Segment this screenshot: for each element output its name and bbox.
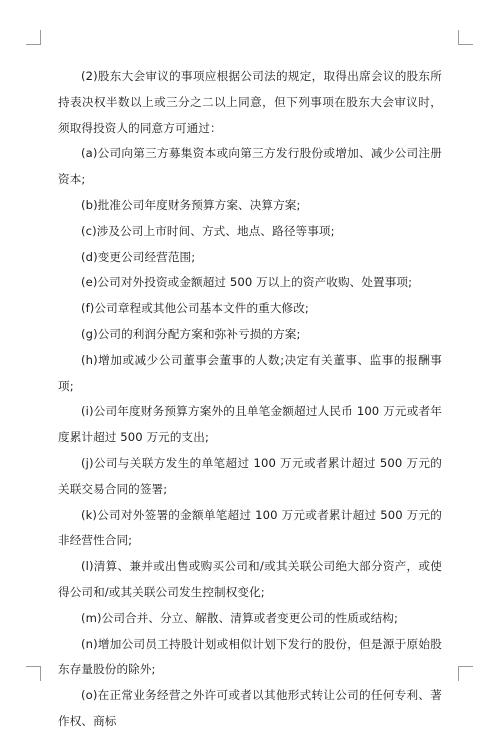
list-item-h: (h)增加或减少公司董事会董事的人数;决定有关董事、监事的报酬事项; [58, 352, 442, 393]
list-item-a: (a)公司向第三方募集资本或向第三方发行股份或增加、减少公司注册资本; [58, 146, 442, 187]
list-item-m: (m)公司合并、分立、解散、清算或者变更公司的性质或结构; [81, 610, 398, 625]
list-item-i: (i)公司年度财务预算方案外的且单笔金额超过人民币 100 万元或者年度累计超过 500 万元的支出; [58, 404, 442, 445]
list-item-l: (l)清算、兼并或出售或购买公司和/或其关联公司绝大部分资产，或使得公司和/或其关联公司发生控制权变化; [58, 559, 442, 599]
crop-mark-bottom-right [458, 666, 473, 681]
list-item-b: (b)批准公司年度财务预算方案、决算方案; [81, 197, 301, 212]
list-item-j: (j)公司与关联方发生的单笔超过 100 万元或者累计超过 500 万元的关联交易合同的签署; [58, 455, 442, 496]
list-item-c: (c)涉及公司上市时间、方式、地点、路径等事项; [81, 223, 335, 238]
list-item-o: (o)在正常业务经营之外许可或者以其他形式转让公司的任何专利、著作权、商标 [58, 688, 442, 728]
list-item-d: (d)变更公司经营范围; [81, 249, 196, 264]
document-body [58, 64, 442, 735]
list-item-e: (e)公司对外投资或金额超过 500 万以上的资产收购、处置事项; [81, 275, 413, 290]
paragraph-intro: (2)股东大会审议的事项应根据公司法的规定，取得出席会议的股东所持表决权半数以上或三分之二以上同意，但下列事项在股东大会审议时，须取得投资人的同意方可通过： [58, 69, 442, 135]
crop-mark-top-right [458, 30, 473, 45]
list-item-k: (k)公司对外签署的金额单笔超过 100 万元或者累计超过 500 万元的非经营性合同; [58, 507, 442, 548]
crop-mark-bottom-left [26, 666, 41, 681]
list-item-n: (n)增加公司员工持股计划或相似计划下发行的股份，但是源于原始股东存量股份的除外; [58, 636, 442, 677]
list-item-g: (g)公司的利润分配方案和弥补亏损的方案; [81, 326, 301, 341]
list-item-f: (f)公司章程或其他公司基本文件的重大修改; [81, 301, 309, 316]
crop-mark-top-left [26, 30, 41, 45]
